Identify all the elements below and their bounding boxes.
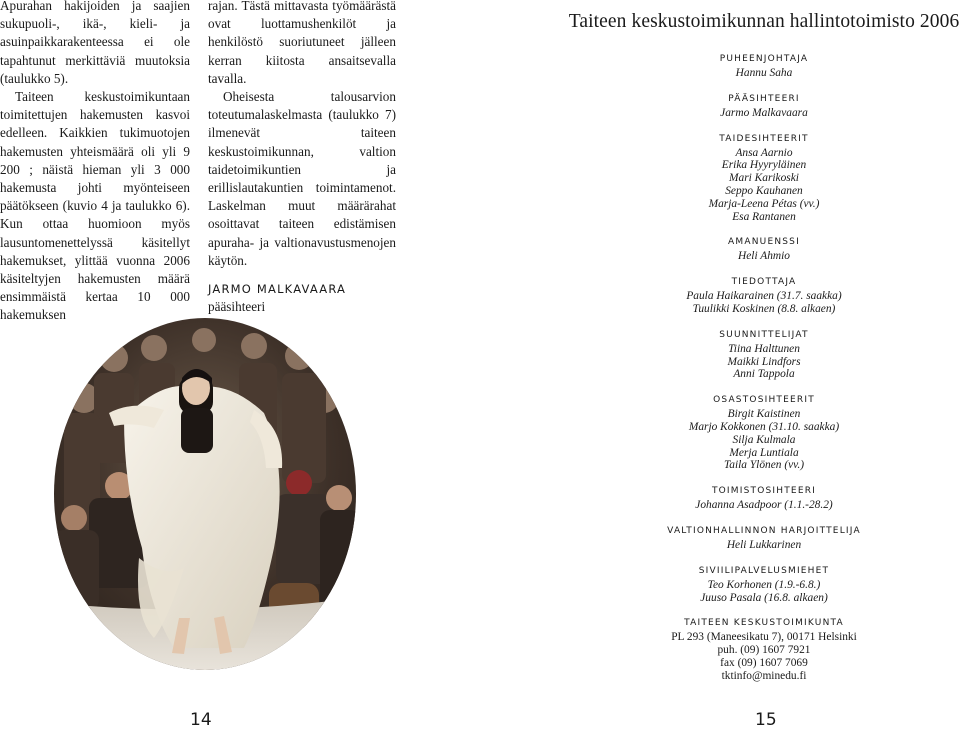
directory-section [568,133,960,224]
directory-section [568,617,960,682]
section-entry: Ansa Aarnio [735,146,793,159]
section-entry: Heli Ahmio [738,250,790,263]
signature-name: JARMO MALKAVAARA [208,282,347,297]
section-entry: Tuulikki Koskinen (8.8. alkaen) [692,302,836,315]
section-title: SUUNNITTELIJAT [719,329,809,340]
directory-section [568,525,960,552]
middle-paragraph: rajan. Tästä mittavasta työmäärästä ovat luottamushenkilöt ja henkilöstö suoriutuneet jälleen kerran kiitosta ansaitsevalla tavalla. [208,0,396,86]
page-number-right: 15 [755,710,777,730]
section-entry: tktinfo@minedu.fi [721,669,807,682]
staff-directory [568,10,960,696]
section-entry: fax (09) 1607 7069 [720,656,808,669]
directory-section [568,236,960,263]
section-entry: Johanna Asadpoor (1.1.-28.2) [695,499,833,512]
section-title: OSASTOSIHTEERIT [713,395,815,406]
directory-section [568,93,960,120]
section-entry: Marjo Kokkonen (31.10. saakka) [688,420,840,433]
section-entry: Paula Haikarainen (31.7. saakka) [686,290,842,303]
section-entry: Esa Rantanen [732,210,796,223]
section-title: TAIDESIHTEERIT [719,133,809,144]
section-entry: Heli Lukkarinen [726,538,802,551]
section-entry: Hannu Saha [735,67,793,79]
directory-title: Taiteen keskustoimikunnan hallintotoimisto 2006 [568,11,960,32]
directory-section [568,53,960,80]
middle-text-column [208,0,396,316]
section-title: TOIMISTOSIHTEERI [711,486,817,497]
section-entry: Anni Tappola [733,368,795,381]
section-entry: Marja-Leena Pétas (vv.) [708,197,820,210]
left-paragraph: Taiteen keskustoimikuntaan toimitettujen hakemusten kasvoi edelleen. Kaikkien tukimuotojen hakemusten yhteismäärä oli yli 9 200 ; näistä hieman yli 3 000 hakemusta johti myönteiseen päätökseen (kuvio 4 ja taulukko 6). Kun ottaa huomioon myös lausuntomenettelyssä käsitellyt hakemukset, ylittää vuonna 2006 käsiteltyjen hakemusten määrä ensimmäistä kertaa 10 000 hakemuksen [0,89,190,323]
performance-photo [54,318,356,670]
section-entry: Seppo Kauhanen [725,184,803,197]
section-entry: Taila Ylönen (vv.) [723,459,805,472]
directory-section [568,329,960,381]
directory-sections [568,53,960,683]
section-entry: Silja Kulmala [732,433,796,446]
section-entry: Juuso Pasala (16.8. alkaen) [700,591,828,604]
middle-paragraph: Oheisesta talousarvion toteutumalaskelmasta (taulukko 7) ilmenevät taiteen keskustoimikunnan, valtion taidetoimikuntien ja erillislautakuntien toimintamenot. Laskelman muut määrärahat osoittavat taiteen edistämisen apuraha- ja valtionavustusmenojen käytön. [208,89,396,268]
section-title: TAITEEN KESKUSTOIMIKUNTA [684,618,844,629]
directory-section [568,565,960,605]
section-title: AMANUENSSI [728,237,800,248]
page-number-left: 14 [190,710,212,730]
section-entry: Birgit Kaistinen [727,408,801,421]
signature-title: pääsihteeri [208,299,266,315]
left-paragraph: Apurahan hakijoiden ja saajien sukupuoli-, ikä-, kieli- ja asuinpaikkarakenteessa ei ole tapahtunut merkittäviä muutoksia (taulukko 5). [0,0,190,86]
section-entry: Erika Hyyryläinen [721,159,807,172]
section-entry: Teo Korhonen (1.9.-6.8.) [707,578,821,591]
directory-section [568,276,960,316]
section-title: PÄÄSIHTEERI [728,93,800,104]
directory-section [568,394,960,472]
section-title: SIVIILIPALVELUSMIEHET [698,565,830,576]
section-entry: Tiina Halttunen [728,342,800,355]
section-entry: PL 293 (Maneesikatu 7), 00171 Helsinki [671,631,857,644]
section-title: TIEDOTTAJA [731,277,797,288]
section-entry: Maikki Lindfors [727,355,801,368]
section-title: PUHEENJOHTAJA [719,54,809,64]
left-text-column [0,0,190,325]
section-title: VALTIONHALLINNON HARJOITTELIJA [667,525,861,536]
directory-section [568,485,960,512]
section-entry: Jarmo Malkavaara [720,106,808,119]
section-entry: Mari Karikoski [729,172,799,185]
section-entry: Merja Luntiala [729,446,799,459]
section-entry: puh. (09) 1607 7921 [717,644,811,657]
